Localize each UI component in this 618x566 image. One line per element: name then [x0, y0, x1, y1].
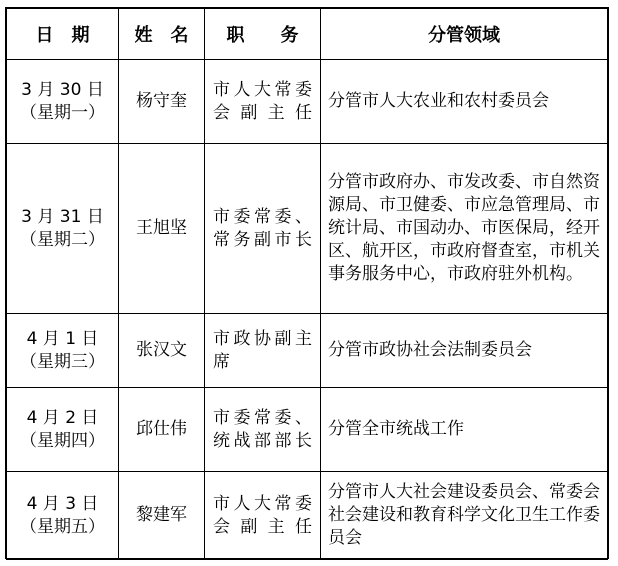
header-row	[7, 9, 608, 60]
role-cell: 市委常委、常务副市长	[205, 144, 321, 314]
area-cell: 分管全市统战工作	[321, 388, 608, 472]
name-cell: 张汉文	[119, 314, 205, 388]
name-cell: 黎建军	[119, 472, 205, 560]
date-week: （星期二）	[20, 229, 105, 250]
schedule-sheet	[5, 7, 609, 559]
name-cell: 杨守奎	[119, 60, 205, 144]
area-cell: 分管市人大农业和农村委员会	[321, 60, 608, 144]
role-cell: 市人大常委会副主任	[205, 60, 321, 144]
date-day: 3 月 30 日	[21, 79, 104, 100]
table-row	[7, 144, 608, 314]
date-cell	[7, 60, 119, 144]
date-week: （星期五）	[20, 516, 105, 537]
name-cell: 邱仕伟	[119, 388, 205, 472]
date-cell	[7, 144, 119, 314]
date-cell	[7, 314, 119, 388]
header-role: 职 务	[205, 9, 321, 60]
date-cell	[7, 472, 119, 560]
header-area: 分管领域	[321, 9, 608, 60]
date-week: （星期四）	[20, 430, 105, 451]
date-week: （星期一）	[20, 102, 105, 123]
date-day: 4 月 1 日	[26, 328, 99, 349]
area-cell: 分管市人大社会建设委员会、常委会社会建设和教育科学文化卫生工作委员会	[321, 472, 608, 560]
table-row	[7, 60, 608, 144]
table-row	[7, 472, 608, 560]
schedule-table	[6, 8, 608, 560]
table-row	[7, 314, 608, 388]
date-day: 4 月 2 日	[26, 407, 99, 428]
name-cell: 王旭坚	[119, 144, 205, 314]
date-day: 4 月 3 日	[26, 493, 99, 514]
role-cell: 市人大常委会副主任	[205, 472, 321, 560]
date-week: （星期三）	[20, 351, 105, 372]
header-date: 日 期	[7, 9, 119, 60]
role-cell: 市政协副主席	[205, 314, 321, 388]
area-cell: 分管市政府办、市发改委、市自然资源局、市卫健委、市应急管理局、市统计局、市国动办、市医保局，经开区、航开区，市政府督查室，市机关事务服务中心，市政府驻外机构。	[321, 144, 608, 314]
area-cell: 分管市政协社会法制委员会	[321, 314, 608, 388]
role-cell: 市委常委、统战部部长	[205, 388, 321, 472]
table-row	[7, 388, 608, 472]
header-name: 姓 名	[119, 9, 205, 60]
date-day: 3 月 31 日	[21, 206, 104, 227]
date-cell	[7, 388, 119, 472]
